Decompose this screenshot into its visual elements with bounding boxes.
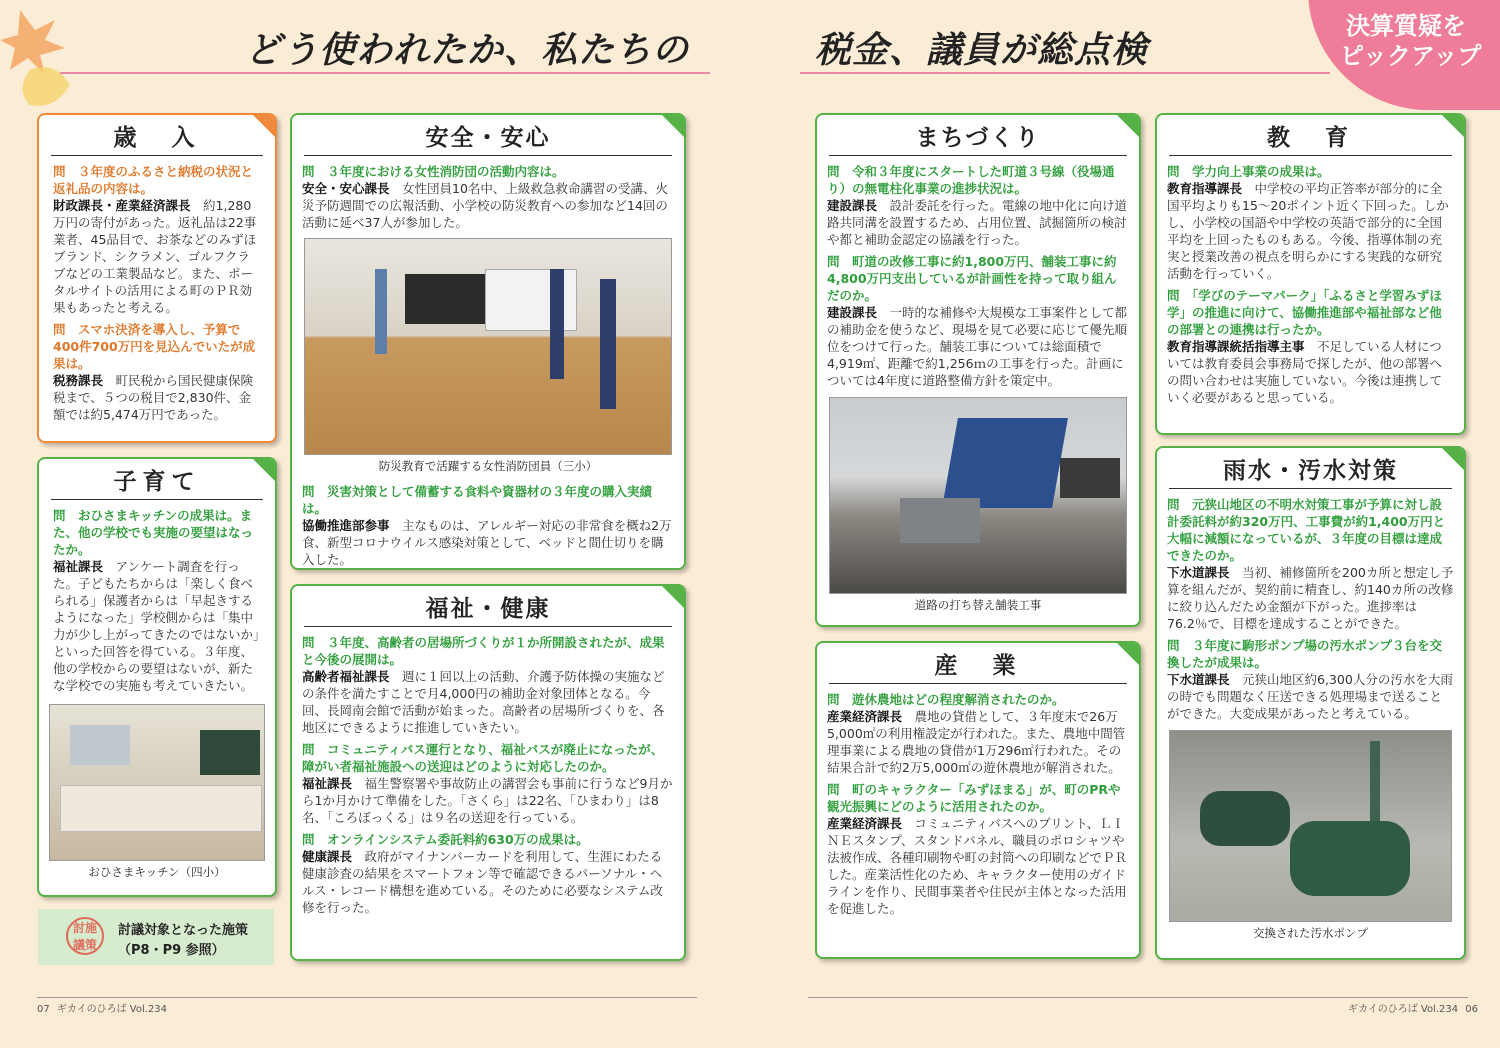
answer-text: アンケート調査を行った。子どもたちからは「楽しく食べられる」保護者からは「早起きするようになった」学校側からは「集中力が少し上がってきたのではないか」といった回答を得ている。３年度、他の学校からの要望はないが、新たな学校での実施も考えていきたい。	[53, 559, 260, 693]
question: 問 「学びのテーマパーク」「ふるさと学習みずほ学」の推進に向けて、協働推進部や福祉部など他の部署との連携は行ったか。	[1167, 288, 1442, 337]
card-safety	[290, 113, 686, 570]
answer-text: 町民税から国民健康保険税まで、５つの税目で2,830件、金額では約5,474万円であった。	[53, 373, 254, 422]
footer-right	[1348, 1000, 1478, 1015]
card-childcare	[37, 457, 277, 897]
title-underline-left	[60, 72, 710, 74]
answer-speaker: 産業経済課長	[827, 816, 903, 831]
answer	[302, 668, 674, 736]
photo-caption: 交換された汚水ポンプ	[1253, 926, 1368, 940]
answer-speaker: 福祉課長	[302, 776, 353, 791]
answer	[1167, 671, 1454, 722]
page-title-right: 税金、議員が総点検	[815, 30, 1149, 71]
answer	[302, 848, 674, 916]
answer-speaker: 下水道課長	[1167, 672, 1230, 687]
answer-text: 一時的な補修や大規模な工事案件として都の補助金を使うなど、現場を見て必要に応じて優先順位をつけて行った。舗装工事については総面積で4,919㎡、距離で約1,256ｍの工事を行った。計画については4年度に道路整備方針を策定中。	[827, 305, 1128, 388]
question: 問 スマホ決済を導入し、予算で400件700万円を見込んでいたが成果は。	[53, 322, 256, 371]
card-sewage	[1155, 446, 1466, 960]
question: 問 コミュニティバス運行となり、福祉バスが廃止になったが、障がい者福祉施設への送迎はどのように対応したのか。	[302, 742, 664, 774]
card-corner	[253, 459, 275, 481]
answer-speaker: 下水道課長	[1167, 565, 1230, 580]
seal-icon	[66, 917, 104, 955]
answer-speaker: 教育指導課長	[1167, 181, 1243, 196]
question: 問 おひさまキッチンの成果は。また、他の学校でも実施の要望はなったか。	[53, 508, 254, 557]
answer-text: コミュニティバスへのプリント、ＬＩＮＥスタンプ、スタンドパネル、職員のポロシャツや法被作成、各種印刷物や町の封筒への印刷などでＰＲした。産業活性化のため、キャラクター使用のガイドラインを作り、民間事業者や住民が主体となった活用を促進した。	[827, 816, 1128, 916]
answer-speaker: 建設課長	[827, 198, 878, 213]
footer-left	[37, 1000, 167, 1015]
autumn-leaves-decoration	[0, 0, 90, 120]
answer	[302, 180, 674, 231]
card-corner	[1117, 643, 1139, 665]
card-corner	[662, 115, 684, 137]
question: 問 ３年度のふるさと納税の状況と返礼品の内容は。	[53, 164, 254, 196]
answer	[53, 197, 261, 316]
card-heading: 歳 入	[51, 115, 263, 156]
answer	[827, 197, 1129, 248]
answer	[302, 775, 674, 826]
answer-text: 設計委託を行った。電線の地中化に向け道路共同溝を設置するため、占用位置、試掘箇所の検討や都と補助金認定の協議を行った。	[827, 198, 1128, 247]
card-heading: 雨水・汚水対策	[1169, 448, 1452, 489]
answer	[827, 304, 1129, 389]
answer-text: 当初、補修箇所を200カ所と想定し予算を組んだが、契約前に精査し、約140カ所の改修に絞り込んだため金額が下がった。進捗率は76.2％で、目標を達成することができた。	[1167, 565, 1454, 631]
card-heading: 福祉・健康	[304, 586, 672, 627]
answer	[302, 517, 674, 568]
answer	[827, 708, 1129, 776]
answer-text: 約1,280万円の寄付があった。返礼品は22事業者、45品目で、お茶などのみずほブランド、シクラメン、ゴルフクラブなどの工業製品など。また、ポータルサイトの活用による町のＰＲ効果もあったと考える。	[53, 198, 257, 315]
seal-text: 討施議策	[72, 921, 97, 952]
card-heading: 産 業	[829, 643, 1127, 684]
photo-ohisama-kitchen	[49, 704, 265, 861]
answer	[53, 558, 261, 694]
answer-speaker: 教育指導課統括指導主事	[1167, 339, 1305, 354]
question: 問 災害対策として備蓄する食料や資器材の３年度の購入実績は。	[302, 484, 653, 516]
answer-text: 週に１回以上の活動、介護予防体操の実施などの条件を満たすことで月4,000円の補助金対象団体となる。今回、長岡南会館で活動が始まった。高齢者の居場所づくりを、各地区にできるように推進していきたい。	[302, 669, 665, 735]
answer-text: 農地の貸借として、３年度末で26万5,000㎡の利用権設定が行われた。また、農地中間管理事業による農地の貸借が1万296㎡行われた。その結果合計で約2万5,000㎡の遊休農地が解消された。	[827, 709, 1126, 775]
question: 問 元狭山地区の不明水対策工事が予算に対し設計委託料が約320万円、工事費が約1,400万円と大幅に減額になっているが、３年度の目標は達成できたのか。	[1167, 497, 1446, 563]
answer-speaker: 高齢者福祉課長	[302, 669, 390, 684]
answer-speaker: 財政課長・産業経済課長	[53, 198, 191, 213]
answer-speaker: 福祉課長	[53, 559, 104, 574]
question: 問 オンラインシステム委託料約630万の成果は。	[302, 832, 589, 847]
answer-speaker: 産業経済課長	[827, 709, 903, 724]
card-corner	[1117, 115, 1139, 137]
photo-road-paving	[829, 397, 1127, 594]
question: 問 町のキャラクター「みずほまる」が、町のPRや観光振興にどのように活用されたのか。	[827, 782, 1121, 814]
card-revenue	[37, 113, 277, 443]
question: 問 遊休農地はどの程度解消されたのか。	[827, 692, 1065, 707]
card-corner	[1442, 115, 1464, 137]
answer-text: 女性団員10名中、上級救急救命講習の受講、火災予防週間での広報活動、小学校の防災教育への参加など14回の活動に延べ37人が参加した。	[302, 181, 668, 230]
card-corner	[253, 115, 275, 137]
card-heading: まちづくり	[829, 115, 1127, 156]
question: 問 学力向上事業の成果は。	[1167, 164, 1330, 179]
badge-line1: 決算質疑を	[1346, 12, 1466, 40]
card-heading: 教 育	[1169, 115, 1452, 156]
card-heading: 子育て	[51, 459, 263, 500]
page-number-right: 06	[1465, 1004, 1479, 1015]
card-town-planning	[815, 113, 1141, 627]
answer-text: 元狭山地区約6,300人分の汚水を大雨の時でも問題なく圧送できる処理場まで送ることができた。大変成果があったと考えている。	[1167, 672, 1453, 721]
question: 問 ３年度、高齢者の居場所づくりが１か所開設されたが、成果と今後の展開は。	[302, 635, 665, 667]
card-welfare	[290, 584, 686, 961]
badge-line2: ピックアップ	[1340, 42, 1482, 70]
answer-text: 政府がマイナンバーカードを利用して、生涯にわたる健康診査の結果をスマートフォン等で確認できるパーソナル・ヘルス・レコード構想を進めている。そのために必要なシステム改修を行った。	[302, 849, 663, 915]
answer-speaker: 安全・安心課長	[302, 181, 390, 196]
footer-line-left	[37, 997, 697, 998]
footer-line-right	[808, 997, 1468, 998]
answer	[1167, 564, 1454, 632]
photo-sewage-pump	[1169, 730, 1452, 922]
legend-line1: 討議対象となった施策	[118, 923, 249, 938]
answer-speaker: 健康課長	[302, 849, 353, 864]
answer-text: 福生警察署や事故防止の講習会も事前に行うなど9月から1か月かけて準備をした。「さくら」は22名、「ひまわり」は8名、「ころぼっくる」は９名の送迎を行っている。	[302, 776, 673, 825]
pickup-badge	[1308, 0, 1500, 110]
question: 問 ３年度に駒形ポンプ場の汚水ポンプ３台を交換したが成果は。	[1167, 638, 1443, 670]
answer	[53, 372, 261, 423]
card-corner	[1442, 448, 1464, 470]
question: 問 町道の改修工事に約1,800万円、舗装工事に約4,800万円支出しているが計画性を持って取り組んだのか。	[827, 254, 1117, 303]
card-industry	[815, 641, 1141, 959]
legend-box	[38, 909, 274, 965]
answer	[827, 815, 1129, 917]
magazine-name-left: ギカイのひろば Vol.234	[56, 1004, 168, 1015]
photo-caption: おひさまキッチン（四小）	[88, 865, 226, 879]
answer-text: 不足している人材については教育委員会事務局で探したが、他の部署への問い合わせは実施していない。今後は連携していく必要があると思っている。	[1167, 339, 1443, 405]
photo-caption: 防災教育で活躍する女性消防団員（三小）	[378, 459, 598, 473]
page-title-left: どう使われたか、私たちの	[245, 30, 690, 71]
answer-text: 中学校の平均正答率が部分的に全国平均よりも15～20ポイント近く下回った。しかし、小学校の国語や中学校の英語で部分的に全国平均を上回ったものもある。今後、指導体制の充実と授業改善の視点を明らかにする実践的な研究活動を行っていく。	[1167, 181, 1449, 281]
answer-speaker: 建設課長	[827, 305, 878, 320]
answer-speaker: 税務課長	[53, 373, 104, 388]
answer-text: 主なものは、アレルギー対応の非常食を概ね2万食、新型コロナウイルス感染対策として、ベッドと間仕切りを購入した。	[302, 518, 672, 567]
legend-line2: （P8・P9 参照）	[118, 943, 225, 958]
answer	[1167, 180, 1454, 282]
answer	[1167, 338, 1454, 406]
magazine-name-right: ギカイのひろば Vol.234	[1348, 1004, 1459, 1015]
question: 問 令和３年度にスタートした町道３号線（役場通り）の無電柱化事業の進捗状況は。	[827, 164, 1115, 196]
card-heading: 安全・安心	[304, 115, 672, 156]
photo-caption: 道路の打ち替え舗装工事	[914, 598, 1042, 612]
question: 問 ３年度における女性消防団の活動内容は。	[302, 164, 565, 179]
card-corner	[662, 586, 684, 608]
page-number-left: 07	[37, 1004, 50, 1015]
answer-speaker: 協働推進部参事	[302, 518, 390, 533]
title-underline-right	[800, 72, 1330, 74]
card-education	[1155, 113, 1466, 435]
photo-fire-brigade	[304, 238, 672, 455]
